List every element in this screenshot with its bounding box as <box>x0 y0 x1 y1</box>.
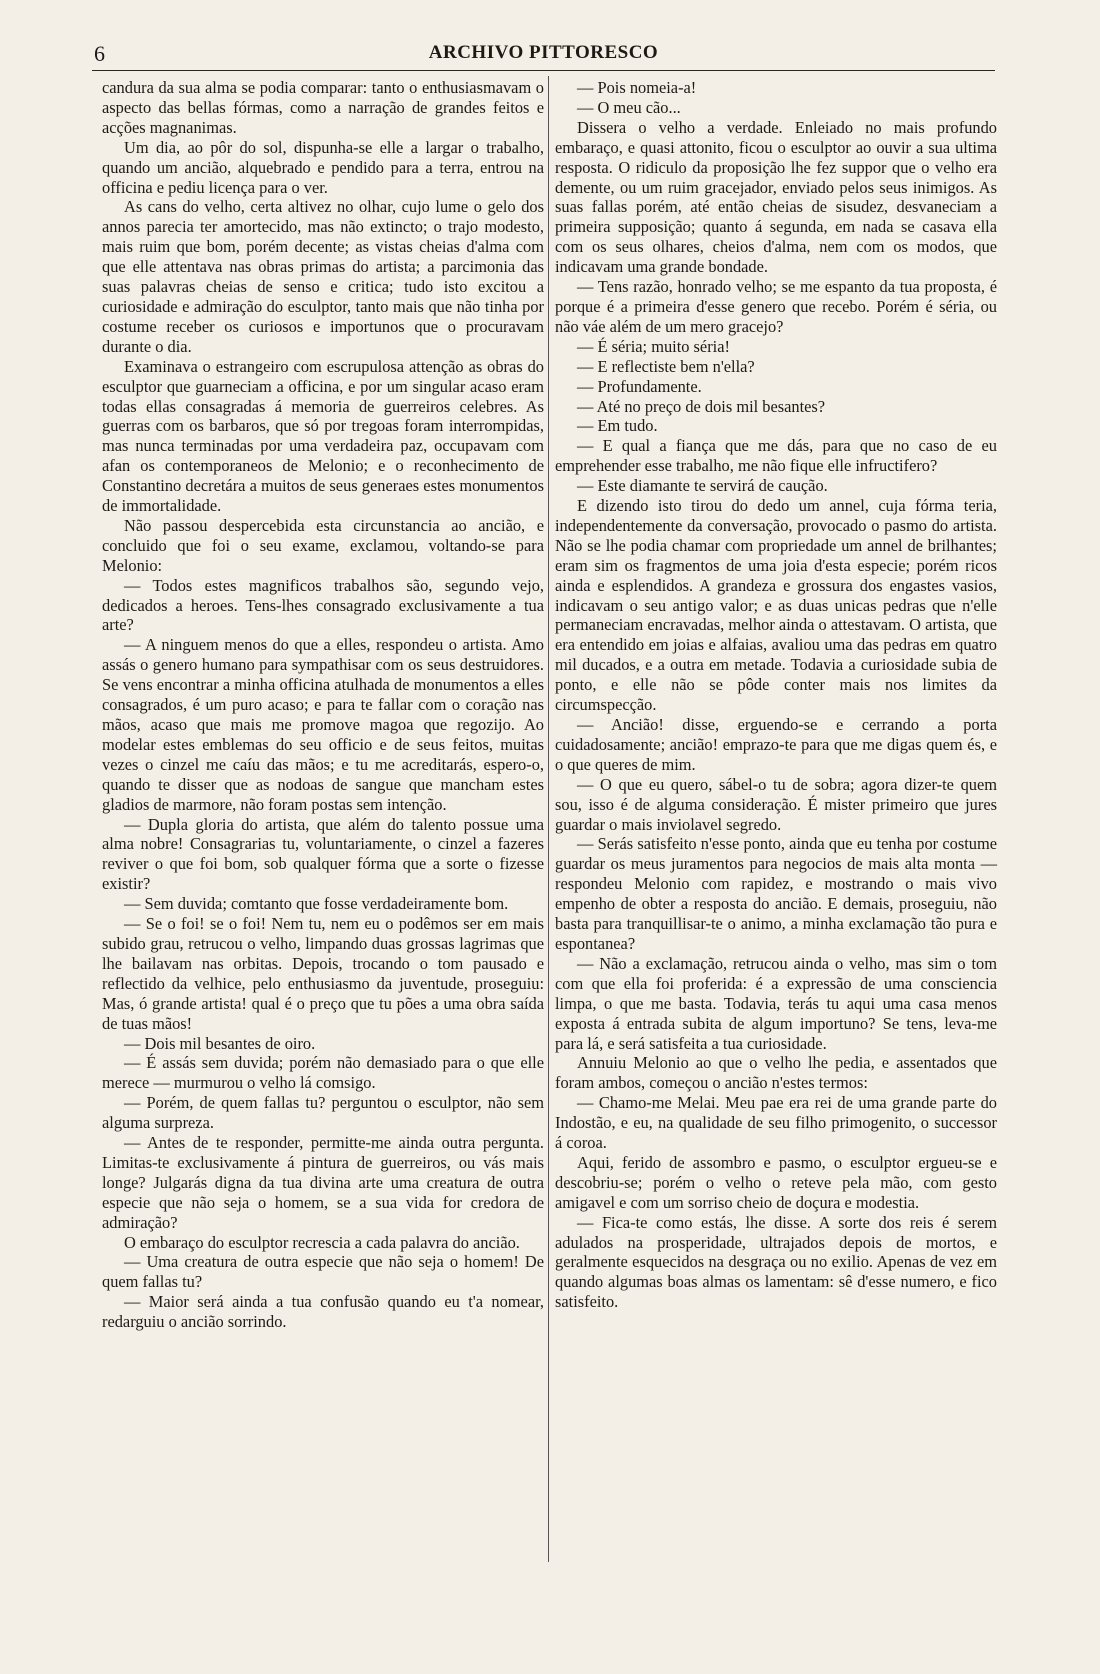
paragraph: O embaraço do esculptor recrescia a cada palavra do ancião. <box>124 1232 520 1252</box>
paragraph: Um dia, ao pôr do sol, dispunha-se elle a largar o trabalho, quando um ancião, alquebrado e pendido para a terra, entrou na officina e pediu licença para o ver. <box>102 137 544 197</box>
page-header <box>92 40 995 71</box>
paragraph: — Ancião! disse, erguendo-se e cerrando a porta cuidadosamente; ancião! emprazo-te para que me digas quem és, e o que queres de mim. <box>555 715 997 774</box>
paragraph: — Serás satisfeito n'esse ponto, ainda que eu tenha por costume guardar os meus juramentos para negocios de mais alta monta — respondeu Melonio com rapidez, e mostrando o mais vivo empenho de obter a resposta do ancião. E demais, proseguiu, não basta para tranquillisar-te o animo, a minha exclamação tão pura e espontanea? <box>555 834 997 953</box>
paragraph: — Dupla gloria do artista, que além do talento possue uma alma nobre! Consagrarias tu, voluntariamente, o cinzel a fazeres reviver o que foi bom, sob qualquer fórma que a sorte o fizesse existir? <box>102 814 544 894</box>
paragraph: E dizendo isto tirou do dedo um annel, cuja fórma teria, independentemente da conversação, provocado o pasmo do artista. Não se lhe podia chamar com propriedade um annel de brilhantes; eram sim os fragmentos de uma joia d'esta especie; porém ricos ainda e esplendidos. A grandeza e grossura dos engastes vasios, indicavam o seu antigo valor; e as duas unicas pedras que n'elle permaneciam encravadas, melhor ainda o attestavam. O artista, que era entendido em joias e alfaias, avaliou uma das pedras em quatro mil ducados, e a outra em metade. Todavia a curiosidade subia de ponto, e elle não se pôde conter mais nos limites da circumspecção. <box>555 496 997 715</box>
paragraph: — É séria; muito séria! <box>577 336 730 356</box>
paragraph: — Uma creatura de outra especie que não seja o homem! De quem fallas tu? <box>102 1252 544 1292</box>
paragraph: — E qual a fiança que me dás, para que no caso de eu emprehender esse trabalho, me não fique elle infructifero? <box>555 436 997 476</box>
paragraph: — A ninguem menos do que a elles, respondeu o artista. Amo assás o genero humano para sympathisar com os seus destruidores. Se vens encontrar a minha officina atulhada de monumentos a elles consagrados, é um puro acaso; e para te fallar com o coração nas mãos, acaso que mais me promove magoa que regozijo. Ao modelar estes emblemas do seu officio e de seus feitos, muitas vezes o cinzel me caíu das mãos; e tu me acreditarás, espero-o, quando te disser que as nodoas de sangue que mancham estes gladios de marmore, não foram postas sem intenção. <box>102 635 544 814</box>
paragraph: — Profundamente. <box>577 376 702 396</box>
paragraph: — Em tudo. <box>577 416 658 436</box>
paragraph: — O que eu quero, sábel-o tu de sobra; agora dizer-te quem sou, isso é de alguma consideração. É mister primeiro que jures guardar o mais inviolavel segredo. <box>555 774 997 834</box>
paragraph: Annuiu Melonio ao que o velho lhe pedia, e assentados que foram ambos, começou o ancião n'estes termos: <box>555 1053 997 1093</box>
paragraph: — Chamo-me Melai. Meu pae era rei de uma grande parte do Indostão, e eu, na qualidade de seu filho primogenito, o successor á coroa. <box>555 1093 997 1153</box>
paragraph: — Fica-te como estás, lhe disse. A sorte dos reis é serem adulados na prosperidade, ultrajados depois de mortos, e geralmente esquecidos na desgraça ou no exilio. Apenas de vez em quando algumas boas almas os lamentam: sê d'esse numero, e fico satisfeito. <box>555 1212 997 1312</box>
paragraph: — Até no preço de dois mil besantes? <box>577 396 826 416</box>
page-number: 6 <box>94 41 105 66</box>
paragraph: candura da sua alma se podia comparar: tanto o enthusiasmavam o aspecto das bellas fórmas, como a narração de grandes feitos e acções magnanimas. <box>102 78 544 137</box>
paragraph: As cans do velho, certa altivez no olhar, cujo lume o gelo dos annos parecia ter amortecido, mas não extincto; o trajo modesto, mais ruim que bom, porém decente; as vistas cheias d'alma com que elle attentava nas obras primas do artista; a parcimonia das suas palavras cheias de senso e critica; tudo isto excitou a curiosidade e admiração do esculptor, tanto mais que não tinha por costume receber os curiosos e importunos que o procuravam durante o dia. <box>102 197 544 356</box>
paragraph: Aqui, ferido de assombro e pasmo, o esculptor ergueu-se e descobriu-se; porém o velho o reteve pela mão, com gesto amigavel e com um sorriso cheio de doçura e modestia. <box>555 1152 997 1212</box>
paragraph: — Dois mil besantes de oiro. <box>124 1033 316 1053</box>
paragraph: Dissera o velho a verdade. Enleiado no mais profundo embaraço, e quasi attonito, ficou o esculptor ao ouvir a sua ultima resposta. O ridiculo da proposição lhe fez suppor que o velho era demente, ou um ruim gracejador, enviado pelos seus inimigos. As suas fallas porém, até então cheias de sisudez, desvaneciam a primeira supposição; quanto á segunda, em nada se casava ella com os seus olhares, cheios d'alma, nem com os modos, que indicavam uma grande bondade. <box>555 117 997 277</box>
paragraph: — É assás sem duvida; porém não demasiado para o que elle merece — murmurou o velho lá comsigo. <box>102 1053 544 1093</box>
paragraph: — Maior será ainda a tua confusão quando eu t'a nomear, redarguiu o ancião sorrindo. <box>102 1292 544 1332</box>
paragraph: — O meu cão... <box>577 97 681 117</box>
paragraph: — Porém, de quem fallas tu? perguntou o esculptor, não sem alguma surpreza. <box>102 1093 544 1133</box>
paragraph: — Tens razão, honrado velho; se me espanto da tua proposta, é porque é a primeira d'esse genero que recebo. Porém é séria, ou não váe além de um mero gracejo? <box>555 277 997 336</box>
paragraph: — E reflectiste bem n'ella? <box>577 356 755 376</box>
column-divider <box>548 76 549 1562</box>
paragraph: — Sem duvida; comtanto que fosse verdadeiramente bom. <box>124 894 509 914</box>
paragraph: — Todos estes magnificos trabalhos são, segundo vejo, dedicados a heroes. Tens-lhes consagrado exclusivamente a tua arte? <box>102 575 544 635</box>
paragraph: — Se o foi! se o foi! Nem tu, nem eu o podêmos ser em mais subido grau, retrucou o velho, limpando duas grossas lagrimas que lhe bailavam nas orbitas. Depois, trocando o tom pausado e reflectido da velhice, pelo enthusiasmo da juventude, proseguiu: Mas, ó grande artista! qual é o preço que tu pões a uma obra saída de tuas mãos! <box>102 914 544 1033</box>
paragraph: Não passou despercebida esta circunstancia ao ancião, e concluido que foi o seu exame, exclamou, voltando-se para Melonio: <box>102 515 544 575</box>
paragraph: — Não a exclamação, retrucou ainda o velho, mas sim o tom com que ella foi proferida: é a expressão de uma consciencia limpa, o que me basta. Todavia, terás tu aqui uma casa menos exposta á entrada subita de algum importuno? Se tens, leva-me para lá, e será satisfeita a tua curiosidade. <box>555 953 997 1053</box>
left-column <box>102 78 544 1332</box>
right-column <box>555 78 997 1312</box>
paragraph: — Este diamante te servirá de caução. <box>577 476 828 496</box>
paragraph: — Antes de te responder, permitte-me ainda outra pergunta. Limitas-te exclusivamente á pintura de guerreiros, ou vás mais longe? Julgarás digna da tua divina arte uma creatura de outra especie que não seja o homem, se a sua vida for credora de admiração? <box>102 1133 544 1232</box>
running-title: ARCHIVO PITTORESCO <box>428 42 659 63</box>
paragraph: — Pois nomeia-a! <box>577 78 697 97</box>
paragraph: Examinava o estrangeiro com escrupulosa attenção as obras do esculptor que guarneciam a officina, e por um singular acaso eram todas ellas consagradas á memoria de guerreiros celebres. As guerras com os barbaros, que só por tregoas foram interrompidas, mas nunca terminadas por uma verdadeira paz, occupavam com afan os contemporaneos de Melonio; e o reconhecimento de Constantino decretára a muitos de seus generaes estes monumentos de immortalidade. <box>102 356 544 516</box>
